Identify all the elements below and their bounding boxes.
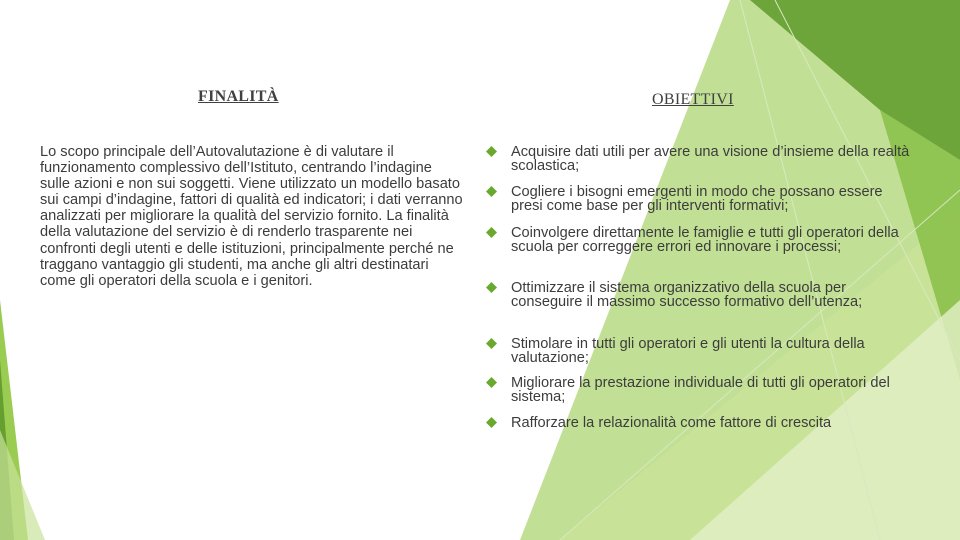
diamond-bullet-icon [486, 146, 497, 157]
diamond-bullet-icon [486, 417, 497, 428]
diamond-bullet-icon [486, 186, 497, 197]
diamond-bullet-icon [486, 338, 497, 349]
diamond-bullet-icon [486, 282, 497, 293]
list-item-text: Rafforzare la relazionalità come fattore di crescita [511, 415, 832, 431]
left-edge-facet-3 [0, 430, 45, 540]
diamond-bullet-icon [486, 227, 497, 238]
list-item-text: Migliorare la prestazione individuale di tutti gli operatori del sistema; [511, 375, 890, 406]
list-item-text: Ottimizzare il sistema organizzativo della scuola per conseguire il massimo successo formativo dell’utenza; [511, 280, 863, 311]
diamond-bullet-icon [486, 377, 497, 388]
obiettivi-heading: OBIETTIVI [652, 91, 734, 108]
finalita-paragraph: Lo scopo principale dell’Autovalutazione è di valutare il funzionamento complessivo dell’Istituto, centrando l’indagine sulle azioni e non sui soggetti. Viene utilizzato un modello basato sui campi d’indagine, fattori di qualità ed indicatori; i dati verranno analizzati per migliorare la qualità del servizio fornito. La finalità della valutazione del servizio è di renderlo trasparente nei confronti degli utenti e delle istituzioni, principalmente perché ne traggano vantaggio gli studenti, ma anche gli altri destinatari come gli operatori della scuola e i genitori. [40, 144, 463, 289]
list-item-text: Coinvolgere direttamente le famiglie e tutti gli operatori della scuola per correggere errori ed innovare i processi; [511, 225, 899, 256]
list-item-text: Stimolare in tutti gli operatori e gli utenti la cultura della valutazione; [511, 336, 865, 367]
finalita-heading: FINALITÀ [198, 88, 279, 105]
list-item-text: Acquisire dati utili per avere una visione d’insieme della realtà scolastica; [511, 144, 910, 175]
list-item-text: Cogliere i bisogni emergenti in modo che possano essere presi come base per gli interventi formativi; [511, 184, 883, 215]
